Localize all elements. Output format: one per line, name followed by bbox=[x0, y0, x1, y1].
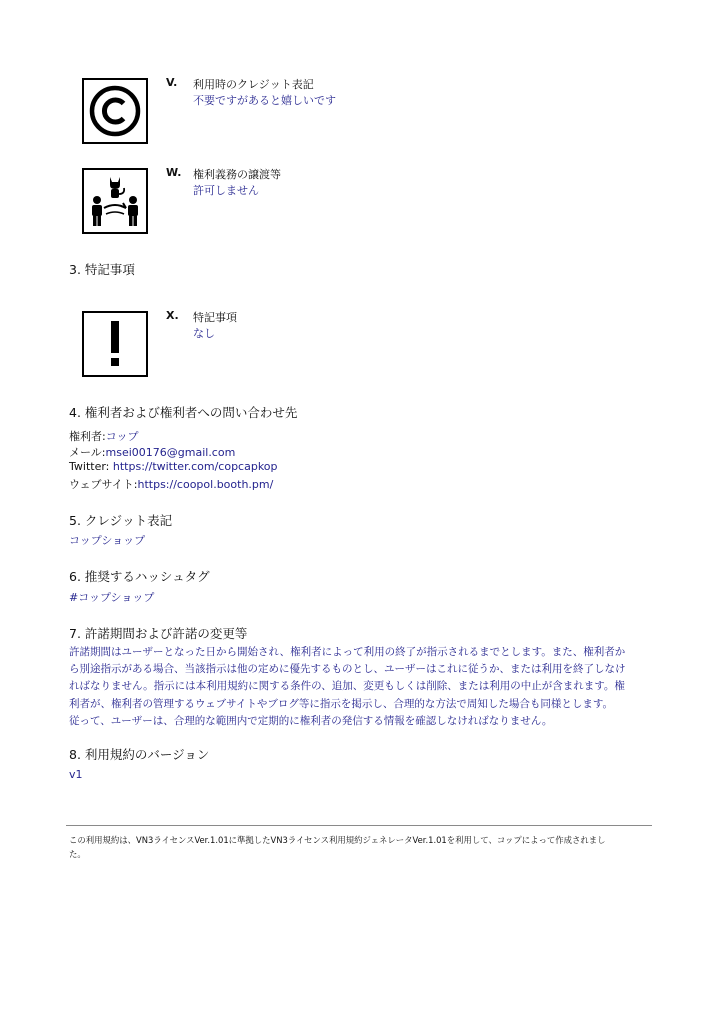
footer-note bbox=[69, 833, 659, 861]
footer-line: この利用規約は、VN3ライセンスVer.1.01に準拠したVN3ライセンス利用規約ジェネレータVer.1.01を利用して、コップによって作成されまし bbox=[69, 835, 606, 845]
contact-twitter bbox=[69, 460, 278, 473]
item-title-special-notes: 特記事項 bbox=[193, 311, 237, 324]
period-line: 利者が、権利者の管理するウェブサイトやブログ等に指示を掲示し、合理的な方法で周知した場合も同様とします。 bbox=[69, 697, 614, 710]
period-line: ればなりません。指示には本利用規約に関する条件の、追加、変更もしくは削除、または利用の中止が含まれます。権 bbox=[69, 680, 625, 693]
contact-owner bbox=[69, 428, 139, 444]
section-heading-hashtag: 6. 推奨するハッシュタグ bbox=[69, 569, 210, 584]
item-letter-x: X. bbox=[166, 309, 179, 322]
contact-website-link[interactable]: https://coopol.booth.pm/ bbox=[137, 478, 274, 491]
period-line: 許諾期間はユーザーとなった日から開始され、権利者によって利用の終了が指示されるまでとします。また、権利者か bbox=[69, 646, 626, 658]
contact-website-label: ウェブサイト: bbox=[69, 478, 138, 491]
section-heading-version: 8. 利用規約のバージョン bbox=[69, 747, 210, 762]
section-heading-special-notes: 3. 特記事項 bbox=[69, 262, 135, 277]
section-heading-period: 7. 許諾期間および許諾の変更等 bbox=[69, 626, 248, 641]
period-line: ら別途指示がある場合、当該指示は他の定めに優先するものとし、ユーザーはこれに従うか、または利用を終了しなけ bbox=[69, 663, 626, 676]
contact-mail-link[interactable]: msei00176@gmail.com bbox=[105, 446, 236, 459]
contact-mail-label: メール: bbox=[69, 446, 106, 459]
section-heading-credit: 5. クレジット表記 bbox=[69, 513, 173, 528]
version-text: v1 bbox=[69, 768, 83, 781]
contact-website bbox=[69, 476, 273, 492]
hashtag-text: #コップショップ bbox=[69, 591, 155, 604]
item-title-credit: 利用時のクレジット表記 bbox=[193, 78, 314, 91]
item-title-transfer: 権利義務の譲渡等 bbox=[193, 168, 281, 181]
item-letter-v: V. bbox=[166, 76, 178, 89]
credit-text: コップショップ bbox=[69, 534, 146, 547]
copyright-icon bbox=[82, 78, 148, 144]
item-value-credit: 不要ですがあると嬉しいです bbox=[193, 94, 336, 107]
footer-line: た。 bbox=[69, 849, 86, 859]
exclamation-icon bbox=[82, 311, 148, 377]
contact-owner-label: 権利者: bbox=[69, 430, 106, 443]
item-value-transfer: 許可しません bbox=[193, 184, 259, 197]
transfer-icon bbox=[82, 168, 148, 234]
contact-mail bbox=[69, 444, 235, 460]
contact-owner-value: コップ bbox=[105, 430, 139, 443]
period-paragraph bbox=[69, 644, 659, 730]
footer-divider bbox=[66, 825, 652, 826]
item-letter-w: W. bbox=[166, 166, 182, 179]
period-line: 従って、ユーザーは、合理的な範囲内で定期的に権利者の発信する情報を確認しなければなりません。 bbox=[69, 714, 553, 727]
section-heading-contact: 4. 権利者および権利者への問い合わせ先 bbox=[69, 405, 298, 420]
contact-twitter-label: Twitter: bbox=[69, 460, 113, 473]
item-value-special-notes: なし bbox=[193, 327, 215, 340]
contact-twitter-link[interactable]: https://twitter.com/copcapkop bbox=[112, 460, 278, 473]
